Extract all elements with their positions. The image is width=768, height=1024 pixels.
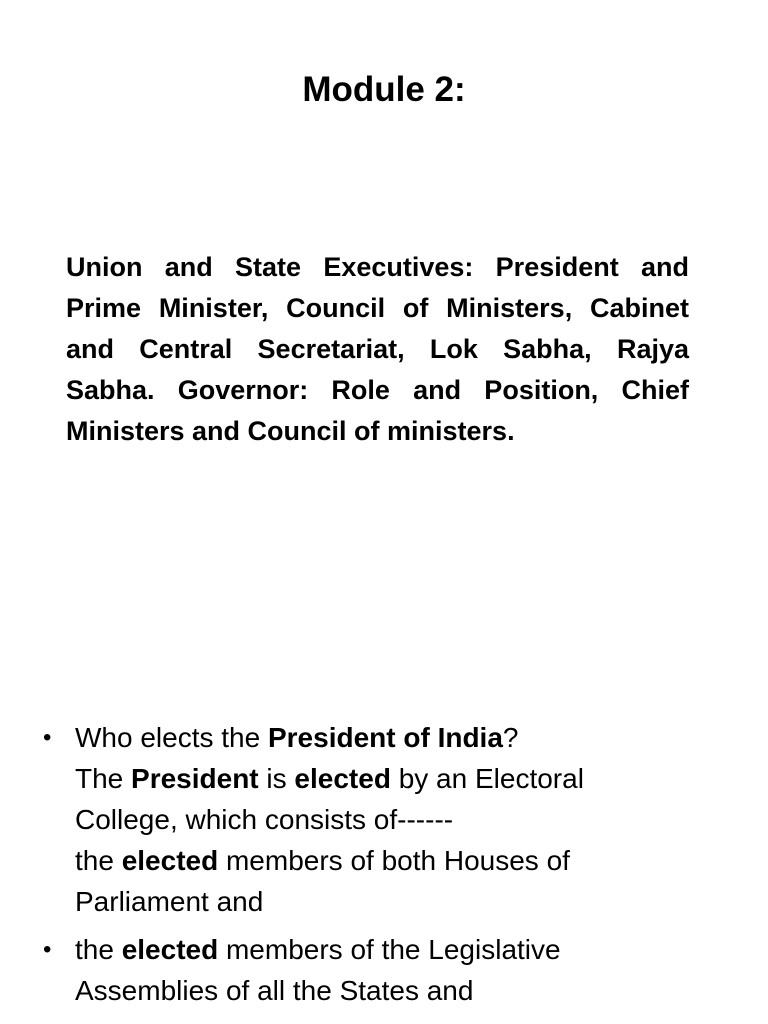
bullet-icon: • — [43, 936, 52, 963]
answer-line: Assemblies of all the States and — [75, 975, 474, 1006]
text: The — [75, 763, 132, 794]
bullet-item-who-elects — [40, 717, 740, 922]
answer-line — [75, 758, 740, 799]
bullet-list — [40, 717, 740, 1018]
text: members of both Houses of — [218, 845, 570, 876]
bold-text: elected — [294, 763, 391, 794]
bold-text: President of India — [267, 722, 503, 753]
text: the — [75, 934, 122, 965]
bullet-item-legislative — [40, 929, 740, 1011]
text: by an Electoral — [390, 763, 584, 794]
answer-line: College, which consists of------ — [75, 804, 454, 835]
text: the — [75, 845, 122, 876]
bold-text: President — [131, 763, 259, 794]
bold-text: elected — [121, 934, 219, 965]
text: members of the Legislative — [218, 934, 561, 965]
question-line — [75, 717, 740, 758]
answer-line: Parliament and — [75, 886, 264, 917]
bullet-icon: • — [43, 724, 52, 751]
text: is — [258, 763, 295, 794]
text: Who elects the — [75, 722, 268, 753]
syllabus-paragraph: Union and State Executives: President and Prime Minister, Council of Ministers, Cabinet and Central Secretariat, Lok Sabha, Rajya Sabha. Governor: Role and Position, Chief Ministers and Council of ministers. — [66, 252, 689, 446]
bold-text: elected — [121, 845, 219, 876]
answer-line — [75, 840, 740, 881]
answer-line — [75, 929, 740, 970]
page-title: Module 2: — [302, 70, 466, 109]
text: ? — [502, 722, 519, 753]
